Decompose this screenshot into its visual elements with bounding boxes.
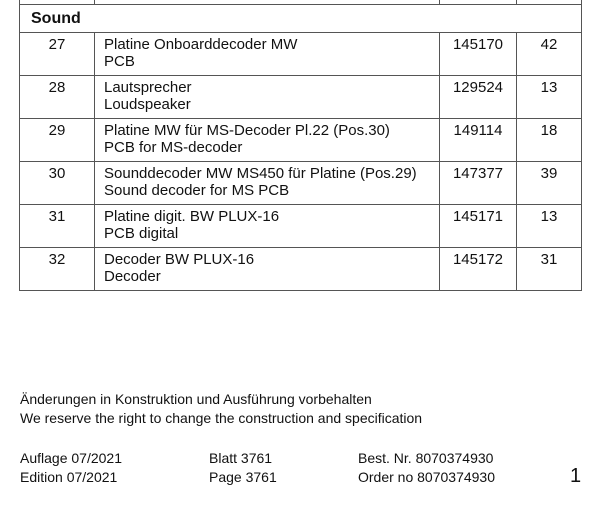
description-cell (95, 248, 440, 291)
description-english: PCB (104, 53, 135, 70)
article-number-cell: 145171 (440, 205, 517, 248)
sheet-german: Blatt 3761 (209, 450, 273, 466)
article-number-cell: 129524 (440, 76, 517, 119)
description-cell (95, 162, 440, 205)
position-cell: 31 (20, 205, 95, 248)
table-row (20, 119, 582, 162)
description-german: Decoder BW PLUX-16 (104, 251, 255, 268)
order-number-german: Best. Nr. 8070374930 (358, 450, 494, 466)
position-cell: 30 (20, 162, 95, 205)
description-english: PCB digital (104, 225, 179, 242)
position-cell: 29 (20, 119, 95, 162)
footer-edition (20, 449, 122, 487)
disclaimer-german: Änderungen in Konstruktion und Ausführung vorbehalten (20, 391, 372, 407)
table-row (20, 248, 582, 291)
footer-sheet (209, 449, 277, 487)
parts-table (19, 0, 582, 291)
article-number-cell: 145170 (440, 33, 517, 76)
description-english: Decoder (104, 268, 161, 285)
disclaimer (20, 390, 422, 428)
article-number-cell: 149114 (440, 119, 517, 162)
description-german: Platine digit. BW PLUX-16 (104, 208, 280, 225)
description-english: Sound decoder for MS PCB (104, 182, 290, 199)
table-row (20, 205, 582, 248)
description-german: Platine MW für MS-Decoder Pl.22 (Pos.30) (104, 122, 390, 139)
article-number-cell: 147377 (440, 162, 517, 205)
quantity-cell: 42 (517, 33, 582, 76)
quantity-cell: 31 (517, 248, 582, 291)
table-row (20, 162, 582, 205)
quantity-cell: 39 (517, 162, 582, 205)
description-cell (95, 205, 440, 248)
section-title: Sound (20, 5, 582, 33)
section-header-row (20, 5, 582, 33)
description-english: PCB for MS-decoder (104, 139, 243, 156)
position-cell: 32 (20, 248, 95, 291)
edition-german: Auflage 07/2021 (20, 450, 122, 466)
description-german: Lautsprecher (104, 79, 192, 96)
description-german: Sounddecoder MW MS450 für Platine (Pos.29) (104, 165, 417, 182)
quantity-cell: 13 (517, 76, 582, 119)
page-number: 1 (570, 465, 582, 487)
description-english: Loudspeaker (104, 96, 191, 113)
position-cell: 27 (20, 33, 95, 76)
disclaimer-english: We reserve the right to change the construction and specification (20, 410, 423, 426)
order-number-english: Order no 8070374930 (358, 469, 495, 485)
description-cell (95, 33, 440, 76)
description-cell (95, 119, 440, 162)
description-german: Platine Onboarddecoder MW (104, 36, 298, 53)
description-cell (95, 76, 440, 119)
table-row (20, 33, 582, 76)
footer-order-number (358, 449, 495, 487)
article-number-cell: 145172 (440, 248, 517, 291)
quantity-cell: 18 (517, 119, 582, 162)
table-row (20, 76, 582, 119)
edition-english: Edition 07/2021 (20, 469, 118, 485)
quantity-cell: 13 (517, 205, 582, 248)
sheet-english: Page 3761 (209, 469, 277, 485)
position-cell: 28 (20, 76, 95, 119)
